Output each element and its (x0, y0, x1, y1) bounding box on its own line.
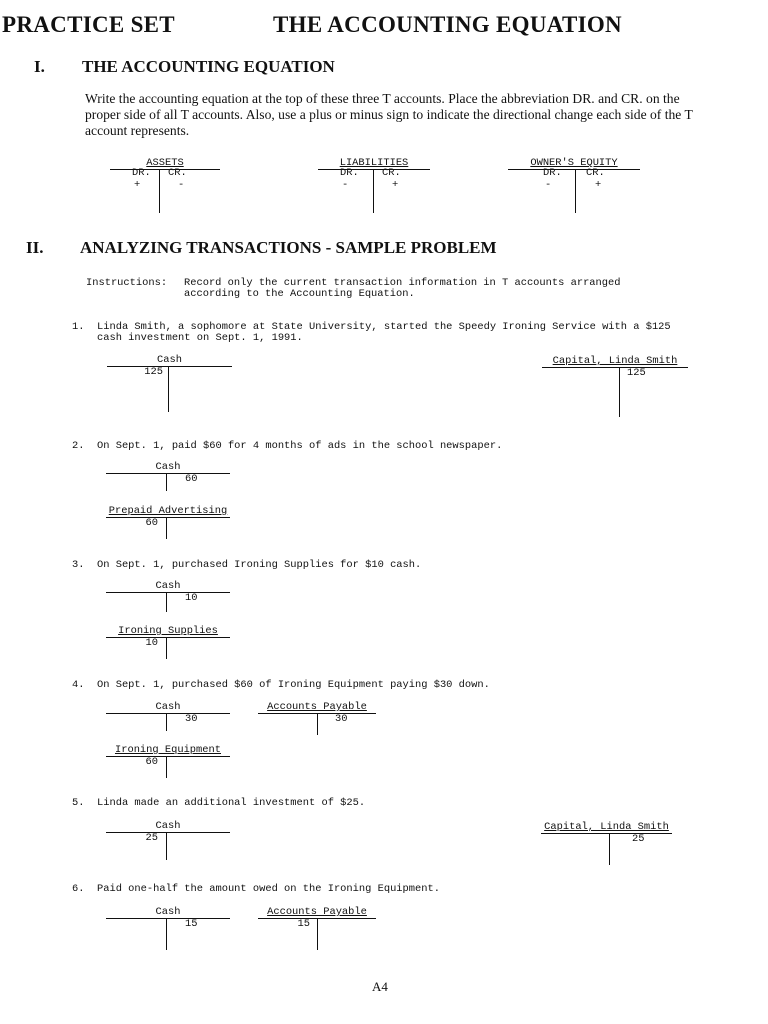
t-account-capital-linda-smith (542, 355, 688, 417)
cr-label: CR. (168, 167, 187, 179)
t-account-divider (159, 169, 160, 213)
t-account-divider (609, 833, 610, 865)
dr-label: DR. (340, 167, 359, 179)
section2-numeral: II. (26, 238, 44, 257)
t-account-divider (166, 637, 167, 659)
transaction-number: 6. (72, 883, 85, 895)
t-account-title: LIABILITIES (318, 157, 430, 170)
t-account-divider (373, 169, 374, 213)
instructions-label: Instructions: (86, 277, 168, 289)
t-account-title: Accounts Payable (258, 701, 376, 714)
credit-value: 25 (632, 833, 645, 845)
transaction-number: 1. (72, 321, 85, 333)
t-account-title: Cash (107, 354, 232, 367)
transaction-text: On Sept. 1, paid $60 for 4 months of ads in the school newspaper. (97, 440, 503, 452)
t-account-prepaid-advertising (106, 505, 230, 539)
t-account-divider (166, 918, 167, 950)
page-title: THE ACCOUNTING EQUATION (273, 12, 622, 37)
credit-value: 30 (335, 713, 348, 725)
t-account-cash (106, 820, 230, 860)
t-account-divider (166, 756, 167, 778)
debit-value: 15 (297, 918, 310, 930)
t-account-divider (575, 169, 576, 213)
transaction-text: cash investment on Sept. 1, 1991. (97, 332, 303, 344)
t-account-title: Ironing Supplies (106, 625, 230, 638)
cr-label: CR. (586, 167, 605, 179)
section2-heading: ANALYZING TRANSACTIONS - SAMPLE PROBLEM (80, 238, 497, 257)
t-account-title: Cash (106, 906, 230, 919)
practice-set-label: PRACTICE SET (2, 12, 175, 37)
t-account-title: Ironing Equipment (106, 744, 230, 757)
t-account-ironing-equipment (106, 744, 230, 778)
t-account-liabilities (318, 157, 430, 215)
transaction-text: Linda made an additional investment of $25. (97, 797, 366, 809)
t-account-capital-linda-smith (541, 821, 672, 866)
t-account-accounts-payable (258, 701, 376, 735)
minus-sign: - (342, 179, 349, 191)
t-account-cash (106, 906, 230, 950)
t-account-divider (317, 713, 318, 735)
t-account-ironing-supplies (106, 625, 230, 659)
plus-sign: + (392, 179, 399, 191)
section1-instructions: Write the accounting equation at the top of these three T accounts. Place the abbreviation DR. and CR. on the proper side of all T accounts. Also, use a plus or minus sign to indicate the directional change each side of the T account represents. (85, 91, 693, 138)
t-account-title: Accounts Payable (258, 906, 376, 919)
credit-value: 10 (185, 592, 198, 604)
debit-value: 60 (145, 756, 158, 768)
t-account-cash (106, 701, 230, 731)
minus-sign: - (178, 179, 185, 191)
transaction-number: 3. (72, 559, 85, 571)
transaction-text: Linda Smith, a sophomore at State University, started the Speedy Ironing Service with a $125 (97, 321, 671, 333)
t-account-divider (166, 592, 167, 612)
instructions-line1: Record only the current transaction information in T accounts arranged (184, 277, 621, 289)
plus-sign: + (134, 179, 141, 191)
t-account-owners-equity (508, 157, 640, 215)
debit-value: 25 (145, 832, 158, 844)
debit-value: 60 (145, 517, 158, 529)
transaction-text: On Sept. 1, purchased $60 of Ironing Equipment paying $30 down. (97, 679, 490, 691)
section1-numeral: I. (34, 57, 45, 76)
dr-label: DR. (132, 167, 151, 179)
transaction-number: 2. (72, 440, 85, 452)
t-account-cash (106, 580, 230, 612)
credit-value: 125 (627, 367, 646, 379)
instructions-line2: according to the Accounting Equation. (184, 288, 415, 300)
cr-label: CR. (382, 167, 401, 179)
t-account-divider (166, 473, 167, 491)
t-account-title: ASSETS (110, 157, 220, 170)
section1-heading: THE ACCOUNTING EQUATION (82, 57, 335, 76)
t-account-title: OWNER'S EQUITY (508, 157, 640, 170)
transaction-text: Paid one-half the amount owed on the Ironing Equipment. (97, 883, 440, 895)
t-account-cash (106, 461, 230, 491)
t-account-title: Prepaid Advertising (106, 505, 230, 518)
transaction-number: 4. (72, 679, 85, 691)
t-account-title: Cash (106, 820, 230, 833)
t-account-title: Cash (106, 461, 230, 474)
page-number: A4 (372, 979, 388, 994)
t-account-title: Cash (106, 580, 230, 593)
credit-value: 60 (185, 473, 198, 485)
dr-label: DR. (543, 167, 562, 179)
debit-value: 10 (145, 637, 158, 649)
t-account-cash (107, 354, 232, 414)
minus-sign: - (545, 179, 552, 191)
t-account-title: Capital, Linda Smith (542, 355, 688, 368)
t-account-title: Cash (106, 701, 230, 714)
t-account-divider (166, 713, 167, 731)
credit-value: 30 (185, 713, 198, 725)
debit-value: 125 (144, 366, 163, 378)
t-account-assets (110, 157, 220, 215)
t-account-divider (166, 517, 167, 539)
plus-sign: + (595, 179, 602, 191)
transaction-number: 5. (72, 797, 85, 809)
t-account-divider (168, 366, 169, 412)
t-account-divider (166, 832, 167, 860)
t-account-divider (317, 918, 318, 950)
t-account-accounts-payable (258, 906, 376, 950)
credit-value: 15 (185, 918, 198, 930)
t-account-divider (619, 367, 620, 417)
transaction-text: On Sept. 1, purchased Ironing Supplies for $10 cash. (97, 559, 422, 571)
t-account-title: Capital, Linda Smith (541, 821, 672, 834)
